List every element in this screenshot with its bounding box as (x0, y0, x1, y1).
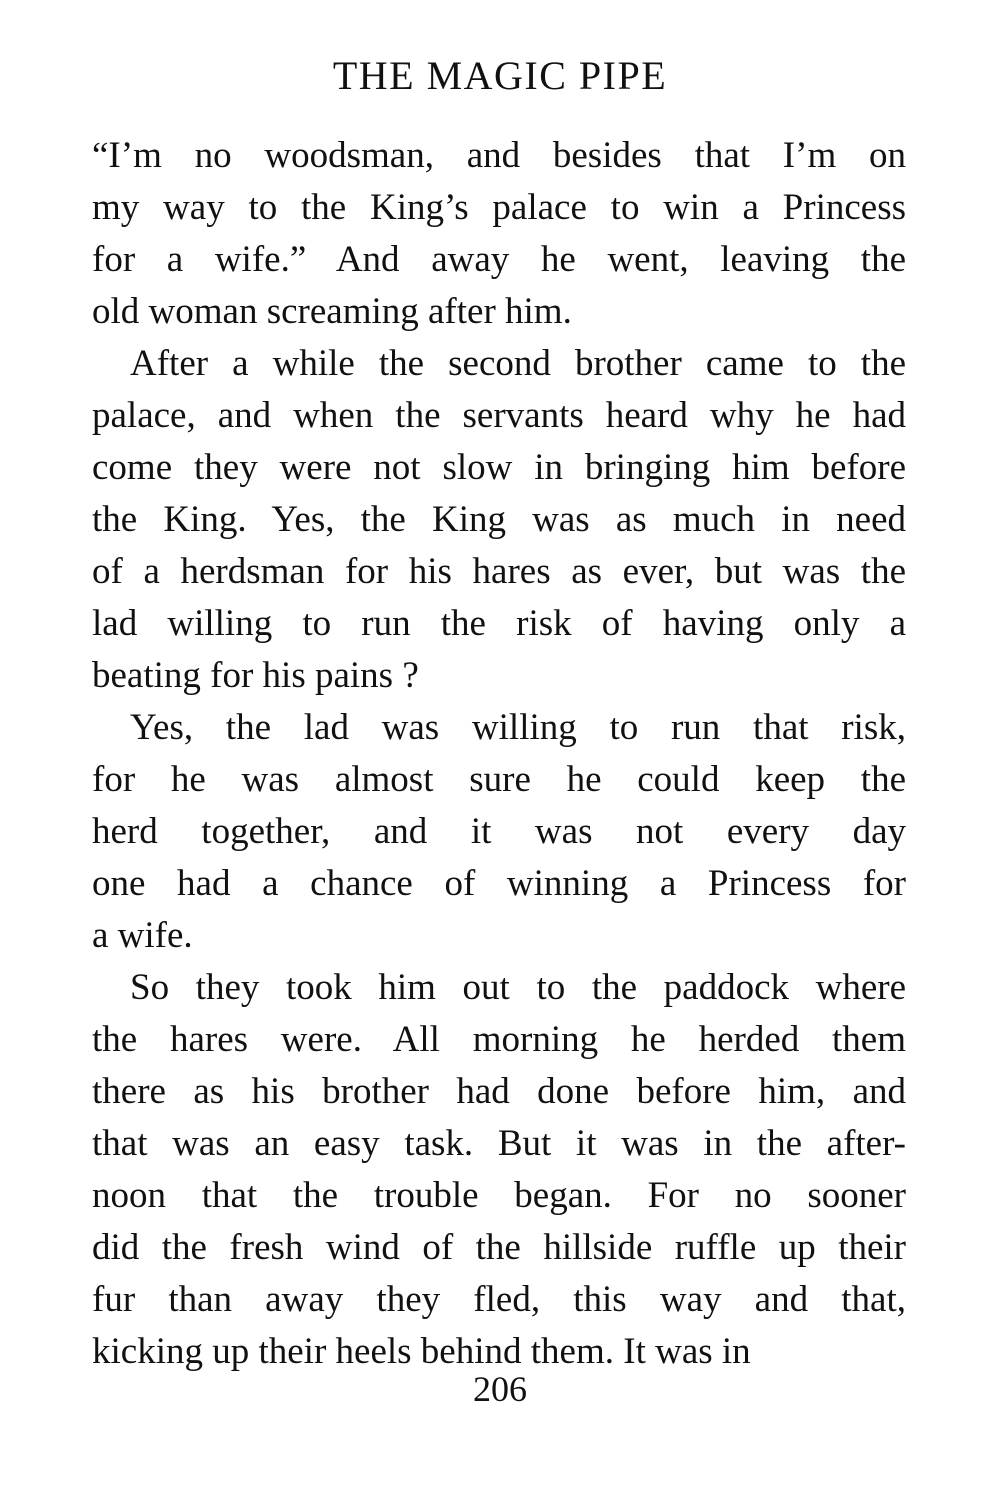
text-line: the King. Yes, the King was as much in need (92, 499, 906, 540)
text-line: the hares were. All morning he herded them (92, 1019, 906, 1060)
text-line: that was an easy task. But it was in the after- (92, 1123, 906, 1164)
text-line: After a while the second brother came to the (130, 343, 906, 384)
text-line: palace, and when the servants heard why he had (92, 395, 906, 436)
text-line: herd together, and it was not every day (92, 811, 906, 852)
paragraph (92, 130, 906, 338)
text-line: there as his brother had done before him, and (92, 1071, 906, 1112)
text-line: “I’m no woodsman, and besides that I’m on (92, 135, 906, 176)
running-title: THE MAGIC PIPE (332, 53, 668, 98)
page-number: 206 (473, 1369, 527, 1409)
text-line: a wife. (92, 915, 193, 956)
text-line: come they were not slow in bringing him before (92, 447, 906, 488)
text-line: old woman screaming after him. (92, 291, 572, 332)
text-line: of a herdsman for his hares as ever, but was the (92, 551, 906, 592)
paragraph (92, 962, 906, 1378)
text-line: one had a chance of winning a Princess for (92, 863, 906, 904)
text-line: did the fresh wind of the hillside ruffle up their (92, 1227, 906, 1268)
paragraph (92, 702, 906, 962)
text-line: beating for his pains ? (92, 655, 419, 696)
text-line: Yes, the lad was willing to run that risk, (130, 707, 906, 748)
text-line: for he was almost sure he could keep the (92, 759, 906, 800)
body-text (92, 130, 906, 1378)
text-line: kicking up their heels behind them. It was in (92, 1331, 751, 1372)
text-line: my way to the King’s palace to win a Princess (92, 187, 906, 228)
paragraph (92, 338, 906, 702)
text-line: for a wife.” And away he went, leaving the (92, 239, 906, 280)
text-line: fur than away they fled, this way and that, (92, 1279, 906, 1320)
text-line: lad willing to run the risk of having only a (92, 603, 906, 644)
text-line: So they took him out to the paddock where (130, 967, 906, 1008)
text-line: noon that the trouble began. For no sooner (92, 1175, 906, 1216)
